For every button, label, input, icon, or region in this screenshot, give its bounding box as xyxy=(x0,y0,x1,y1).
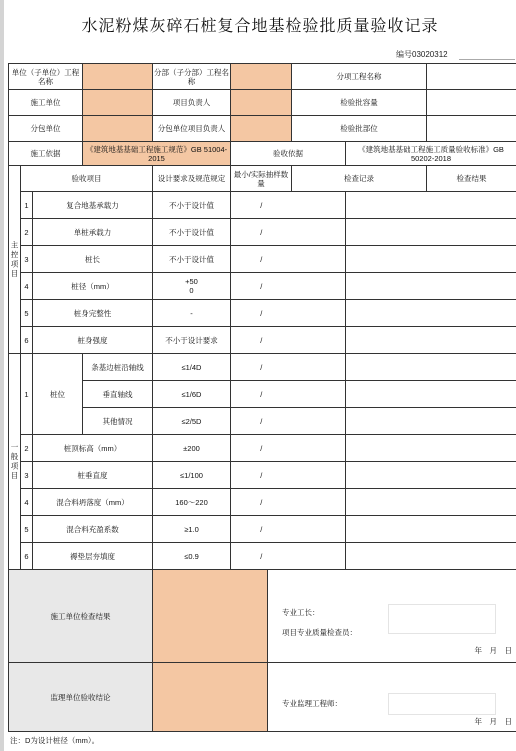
batch-capacity-label: 检验批容量 xyxy=(292,90,427,116)
item-record[interactable] xyxy=(346,462,516,489)
col-record: 检查记录 xyxy=(292,166,427,192)
acceptance-basis-label: 验收依据 xyxy=(231,142,346,166)
item-record[interactable] xyxy=(346,408,516,435)
item-name: 桩长 xyxy=(33,246,153,273)
table-row xyxy=(9,462,516,489)
item-no: 3 xyxy=(21,246,33,273)
unit-label: 单位（子单位）工程名称 xyxy=(9,64,83,90)
item-sample: / xyxy=(231,273,292,300)
engineer-label: 专业监理工程师： xyxy=(282,699,342,708)
item-sample: / xyxy=(231,435,292,462)
item-req: ≤0.9 xyxy=(153,543,231,570)
item-req: 不小于设计值 xyxy=(153,192,231,219)
item-sample-input[interactable] xyxy=(292,192,346,219)
unit-value[interactable] xyxy=(83,64,153,90)
item-no: 4 xyxy=(21,273,33,300)
item-sample: / xyxy=(231,543,292,570)
item-no: 5 xyxy=(21,516,33,543)
item-sample-input[interactable] xyxy=(292,516,346,543)
item-name: 桩身完整性 xyxy=(33,300,153,327)
sub-label: 分包单位 xyxy=(9,116,83,142)
item-sample-input[interactable] xyxy=(292,489,346,516)
item-sample: / xyxy=(231,246,292,273)
item-sample-input[interactable] xyxy=(292,273,346,300)
inspector-label: 项目专业质量检查员： xyxy=(282,628,357,637)
item-record[interactable] xyxy=(346,300,516,327)
item-no: 6 xyxy=(21,327,33,354)
item-name: 桩垂直度 xyxy=(33,462,153,489)
supervisor-conclusion-label: 监理单位验收结论 xyxy=(9,663,153,732)
item-req: 不小于设计值 xyxy=(153,246,231,273)
item-name: 混合料充盈系数 xyxy=(33,516,153,543)
item-record[interactable] xyxy=(346,219,516,246)
item-record[interactable] xyxy=(346,381,516,408)
item-sample-input[interactable] xyxy=(292,435,346,462)
item-req: ≤1/6D xyxy=(153,381,231,408)
table-row xyxy=(9,435,516,462)
item-sample-input[interactable] xyxy=(292,408,346,435)
table-row xyxy=(9,273,516,300)
table-row xyxy=(9,543,516,570)
sub-item-name: 条基边桩沿轴线 xyxy=(83,354,153,381)
main-group-label: 主控项目 xyxy=(9,166,21,354)
item-name: 桩径（mm） xyxy=(33,273,153,300)
subitem-label: 分项工程名称 xyxy=(292,64,427,90)
item-sample: / xyxy=(231,192,292,219)
acceptance-form-table xyxy=(8,63,516,732)
table-row xyxy=(9,219,516,246)
table-row xyxy=(9,192,516,219)
item-name: 桩位 xyxy=(33,354,83,435)
item-req: 不小于设计值 xyxy=(153,219,231,246)
item-sample-input[interactable] xyxy=(292,354,346,381)
division-label: 分部（子分部）工程名称 xyxy=(153,64,231,90)
item-req: 160～220 xyxy=(153,489,231,516)
item-sample: / xyxy=(231,327,292,354)
item-sample: / xyxy=(231,381,292,408)
item-record[interactable] xyxy=(346,327,516,354)
sub-item-name: 其他情况 xyxy=(83,408,153,435)
contractor-sign-area xyxy=(268,570,516,663)
table-row xyxy=(9,327,516,354)
item-name: 褥垫层夯填度 xyxy=(33,543,153,570)
item-sample-input[interactable] xyxy=(292,327,346,354)
record-code: 编号03020312 xyxy=(396,50,448,59)
item-sample: / xyxy=(231,516,292,543)
engineer-signature-field[interactable] xyxy=(388,693,496,715)
item-req: - xyxy=(153,300,231,327)
item-sample: / xyxy=(231,462,292,489)
item-no: 4 xyxy=(21,489,33,516)
item-req: +50 0 xyxy=(153,273,231,300)
item-record[interactable] xyxy=(346,273,516,300)
table-row xyxy=(9,300,516,327)
item-name: 桩身强度 xyxy=(33,327,153,354)
item-sample-input[interactable] xyxy=(292,246,346,273)
contractor-check-label: 施工单位检查结果 xyxy=(9,570,153,663)
acceptance-basis-value: 《建筑地基基础工程施工质量验收标准》GB 50202-2018 xyxy=(346,142,516,166)
general-group-label: 一般项目 xyxy=(9,354,21,570)
pm-label: 项目负责人 xyxy=(153,90,231,116)
supervisor-conclusion-value[interactable] xyxy=(153,663,268,732)
basis-label: 施工依据 xyxy=(9,142,83,166)
item-record[interactable] xyxy=(346,489,516,516)
item-req: ≤1/100 xyxy=(153,462,231,489)
item-record[interactable] xyxy=(346,435,516,462)
item-req: 不小于设计要求 xyxy=(153,327,231,354)
record-code-field[interactable] xyxy=(459,46,515,60)
item-no: 3 xyxy=(21,462,33,489)
subitem-value[interactable] xyxy=(427,64,516,90)
sign-date: 年 月 日 xyxy=(474,646,512,655)
item-sample: / xyxy=(231,219,292,246)
item-sample-input[interactable] xyxy=(292,300,346,327)
batch-location-value[interactable] xyxy=(427,116,516,142)
contractor-check-value[interactable] xyxy=(153,570,268,663)
item-no: 2 xyxy=(21,435,33,462)
sub-item-name: 垂直轴线 xyxy=(83,381,153,408)
col-sample: 最小/实际抽样数量 xyxy=(231,166,292,192)
item-sample: / xyxy=(231,354,292,381)
contractor-label: 施工单位 xyxy=(9,90,83,116)
batch-location-label: 检验批部位 xyxy=(292,116,427,142)
item-record[interactable] xyxy=(346,246,516,273)
division-value[interactable] xyxy=(231,64,292,90)
item-sample: / xyxy=(231,408,292,435)
pm-value[interactable] xyxy=(231,90,292,116)
item-record[interactable] xyxy=(346,192,516,219)
item-record[interactable] xyxy=(346,516,516,543)
col-result: 检查结果 xyxy=(427,166,516,192)
item-no: 6 xyxy=(21,543,33,570)
sub-pm-value[interactable] xyxy=(231,116,292,142)
batch-capacity-value[interactable] xyxy=(427,90,516,116)
item-req: ±200 xyxy=(153,435,231,462)
table-row xyxy=(9,354,516,381)
table-row xyxy=(9,516,516,543)
table-row xyxy=(9,381,516,408)
item-no: 5 xyxy=(21,300,33,327)
item-sample: / xyxy=(231,300,292,327)
item-no: 1 xyxy=(21,354,33,435)
item-name: 桩顶标高（mm） xyxy=(33,435,153,462)
form-sheet xyxy=(4,0,516,751)
item-req: ≤1/4D xyxy=(153,354,231,381)
basis-value: 《建筑地基基础工程施工规范》GB 51004-2015 xyxy=(83,142,231,166)
item-sample-input[interactable] xyxy=(292,543,346,570)
item-record[interactable] xyxy=(346,354,516,381)
item-record[interactable] xyxy=(346,543,516,570)
item-name: 混合料坍落度（mm） xyxy=(33,489,153,516)
item-sample-input[interactable] xyxy=(292,381,346,408)
table-row xyxy=(9,408,516,435)
sub-pm-label: 分包单位项目负责人 xyxy=(153,116,231,142)
item-sample: / xyxy=(231,489,292,516)
item-no: 1 xyxy=(21,192,33,219)
foreman-label: 专业工长： xyxy=(282,608,320,617)
item-no: 2 xyxy=(21,219,33,246)
table-row xyxy=(9,246,516,273)
page-title: 水泥粉煤灰碎石桩复合地基检验批质量验收记录 xyxy=(81,18,439,35)
col-design: 设计要求及规范规定 xyxy=(153,166,231,192)
item-req: ≥1.0 xyxy=(153,516,231,543)
item-req: ≤2/5D xyxy=(153,408,231,435)
item-name: 复合地基承载力 xyxy=(33,192,153,219)
signature-field[interactable] xyxy=(388,604,496,634)
footnote: 注：D为设计桩径（mm）。 xyxy=(10,736,100,745)
contractor-value[interactable] xyxy=(83,90,153,116)
table-row xyxy=(9,489,516,516)
sub-value[interactable] xyxy=(83,116,153,142)
item-sample-input[interactable] xyxy=(292,462,346,489)
supervisor-sign-area xyxy=(268,663,516,732)
col-item: 验收项目 xyxy=(21,166,153,192)
supervisor-sign-date: 年 月 日 xyxy=(474,717,512,726)
item-sample-input[interactable] xyxy=(292,219,346,246)
item-name: 单桩承载力 xyxy=(33,219,153,246)
